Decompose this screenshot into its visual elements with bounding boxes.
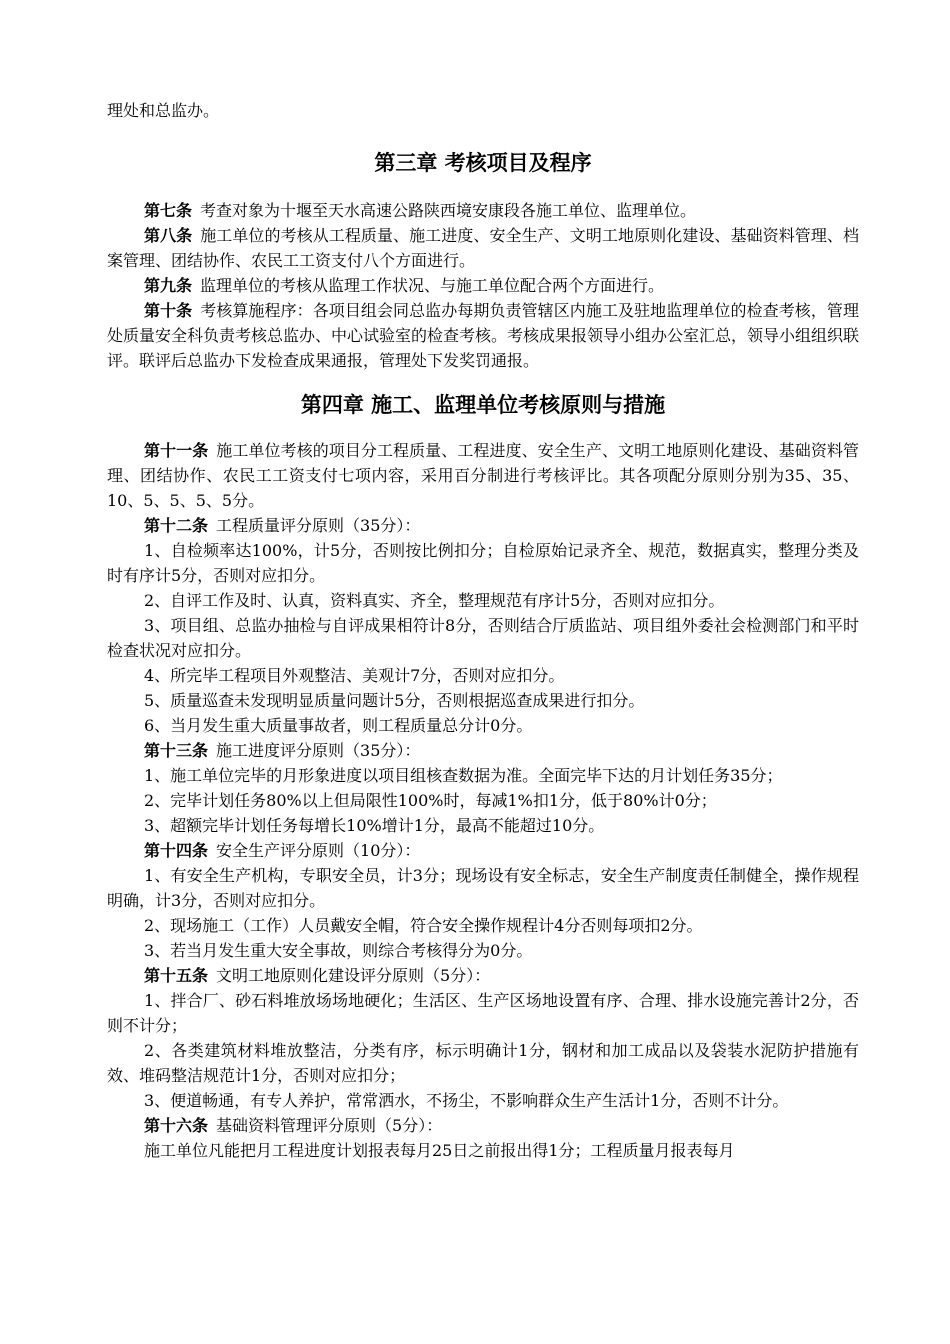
article-text: 施工单位的考核从工程质量、施工进度、安全生产、文明工地原则化建设、基础资料管理、档案管理、团结协作、农民工工资支付八个方面进行。	[107, 226, 859, 270]
article-text: 监理单位的考核从监理工作状况、与施工单位配合两个方面进行。	[200, 276, 665, 295]
list-item: 2、现场施工（工作）人员戴安全帽，符合安全操作规程计4分否则每项扣2分。	[144, 916, 703, 935]
list-item: 4、所完毕工程项目外观整洁、美观计7分，否则对应扣分。	[144, 666, 565, 685]
article-label: 第七条	[144, 201, 193, 220]
list-item: 1、拌合厂、砂石料堆放场场地硬化；生活区、生产区场地设置有序、合理、排水设施完善计2分，否则不计分；	[107, 991, 859, 1035]
list-item: 1、有安全生产机构，专职安全员，计3分；现场设有安全标志，安全生产制度责任制健全，操作规程明确，计3分，否则对应扣分。	[107, 866, 859, 910]
article-13	[107, 738, 859, 763]
article-label: 第九条	[144, 276, 193, 295]
article-text: 考核算施程序：各项目组会同总监办每期负责管辖区内施工及驻地监理单位的检查考核，管理处质量安全科负责考核总监办、中心试验室的检查考核。考核成果报领导小组办公室汇总，领导小组组织联评。联评后总监办下发检查成果通报，管理处下发奖罚通报。	[107, 301, 860, 370]
article-8	[107, 223, 859, 273]
article-text: 施工进度评分原则（35分）：	[216, 741, 421, 760]
list-item: 施工单位凡能把月工程进度计划报表每月25日之前报出得1分；工程质量月报表每月	[144, 1141, 735, 1160]
list-item: 1、自检频率达100%，计5分，否则按比例扣分；自检原始记录齐全、规范，数据真实，整理分类及时有序计5分，否则对应扣分。	[107, 541, 859, 585]
article-label: 第十一条	[144, 441, 209, 460]
article-label: 第十四条	[144, 841, 209, 860]
article-16	[107, 1113, 859, 1138]
article-text: 安全生产评分原则（10分）：	[216, 841, 421, 860]
list-item: 3、超额完毕计划任务每增长10%增计1分，最高不能超过10分。	[144, 816, 605, 835]
article-text: 文明工地原则化建设评分原则（5分）：	[216, 966, 491, 985]
article-text: 基础资料管理评分原则（5分）：	[216, 1116, 443, 1135]
continued-line: 理处和总监办。	[107, 101, 220, 120]
article-11	[107, 438, 859, 513]
article-text: 施工单位考核的项目分工程质量、工程进度、安全生产、文明工地原则化建设、基础资料管理、团结协作、农民工工资支付七项内容，采用百分制进行考核评比。其各项配分原则分别为35、35、10、5、5、5、5分。	[107, 441, 859, 510]
list-item: 1、施工单位完毕的月形象进度以项目组核查数据为准。全面完毕下达的月计划任务35分；	[144, 766, 783, 785]
article-7	[107, 198, 859, 223]
chapter-3-title: 第三章 考核项目及程序	[374, 151, 592, 175]
article-label: 第十二条	[144, 516, 209, 535]
list-item: 3、便道畅通，有专人养护，常常洒水，不扬尘，不影响群众生产生活计1分，否则不计分。	[144, 1091, 789, 1110]
article-label: 第十五条	[144, 966, 209, 985]
list-item: 2、自评工作及时、认真，资料真实、齐全，整理规范有序计5分，否则对应扣分。	[144, 591, 725, 610]
article-text: 考查对象为十堰至天水高速公路陕西境安康段各施工单位、监理单位。	[200, 201, 697, 220]
list-item: 6、当月发生重大质量事故者，则工程质量总分计0分。	[144, 716, 533, 735]
list-item: 5、质量巡查未发现明显质量问题计5分，否则根据巡查成果进行扣分。	[144, 691, 645, 710]
document-page	[107, 98, 859, 1163]
article-label: 第十六条	[144, 1116, 209, 1135]
article-15	[107, 963, 859, 988]
article-14	[107, 838, 859, 863]
article-label: 第十三条	[144, 741, 209, 760]
chapter-4-title: 第四章 施工、监理单位考核原则与措施	[300, 393, 666, 417]
list-item: 3、若当月发生重大安全事故，则综合考核得分为0分。	[144, 941, 533, 960]
list-item: 2、完毕计划任务80%以上但局限性100%时，每减1%扣1分，低于80%计0分；	[144, 791, 717, 810]
article-label: 第十条	[144, 301, 193, 320]
article-10	[107, 298, 859, 373]
article-text: 工程质量评分原则（35分）：	[216, 516, 421, 535]
article-9	[107, 273, 859, 298]
list-item: 3、项目组、总监办抽检与自评成果相符计8分，否则结合厅质监站、项目组外委社会检测部门和平时检查状况对应扣分。	[107, 616, 859, 660]
list-item: 2、各类建筑材料堆放整洁，分类有序，标示明确计1分，钢材和加工成品以及袋装水泥防护措施有效、堆码整洁规范计1分，否则对应扣分；	[107, 1041, 859, 1085]
article-12	[107, 513, 859, 538]
article-label: 第八条	[144, 226, 193, 245]
